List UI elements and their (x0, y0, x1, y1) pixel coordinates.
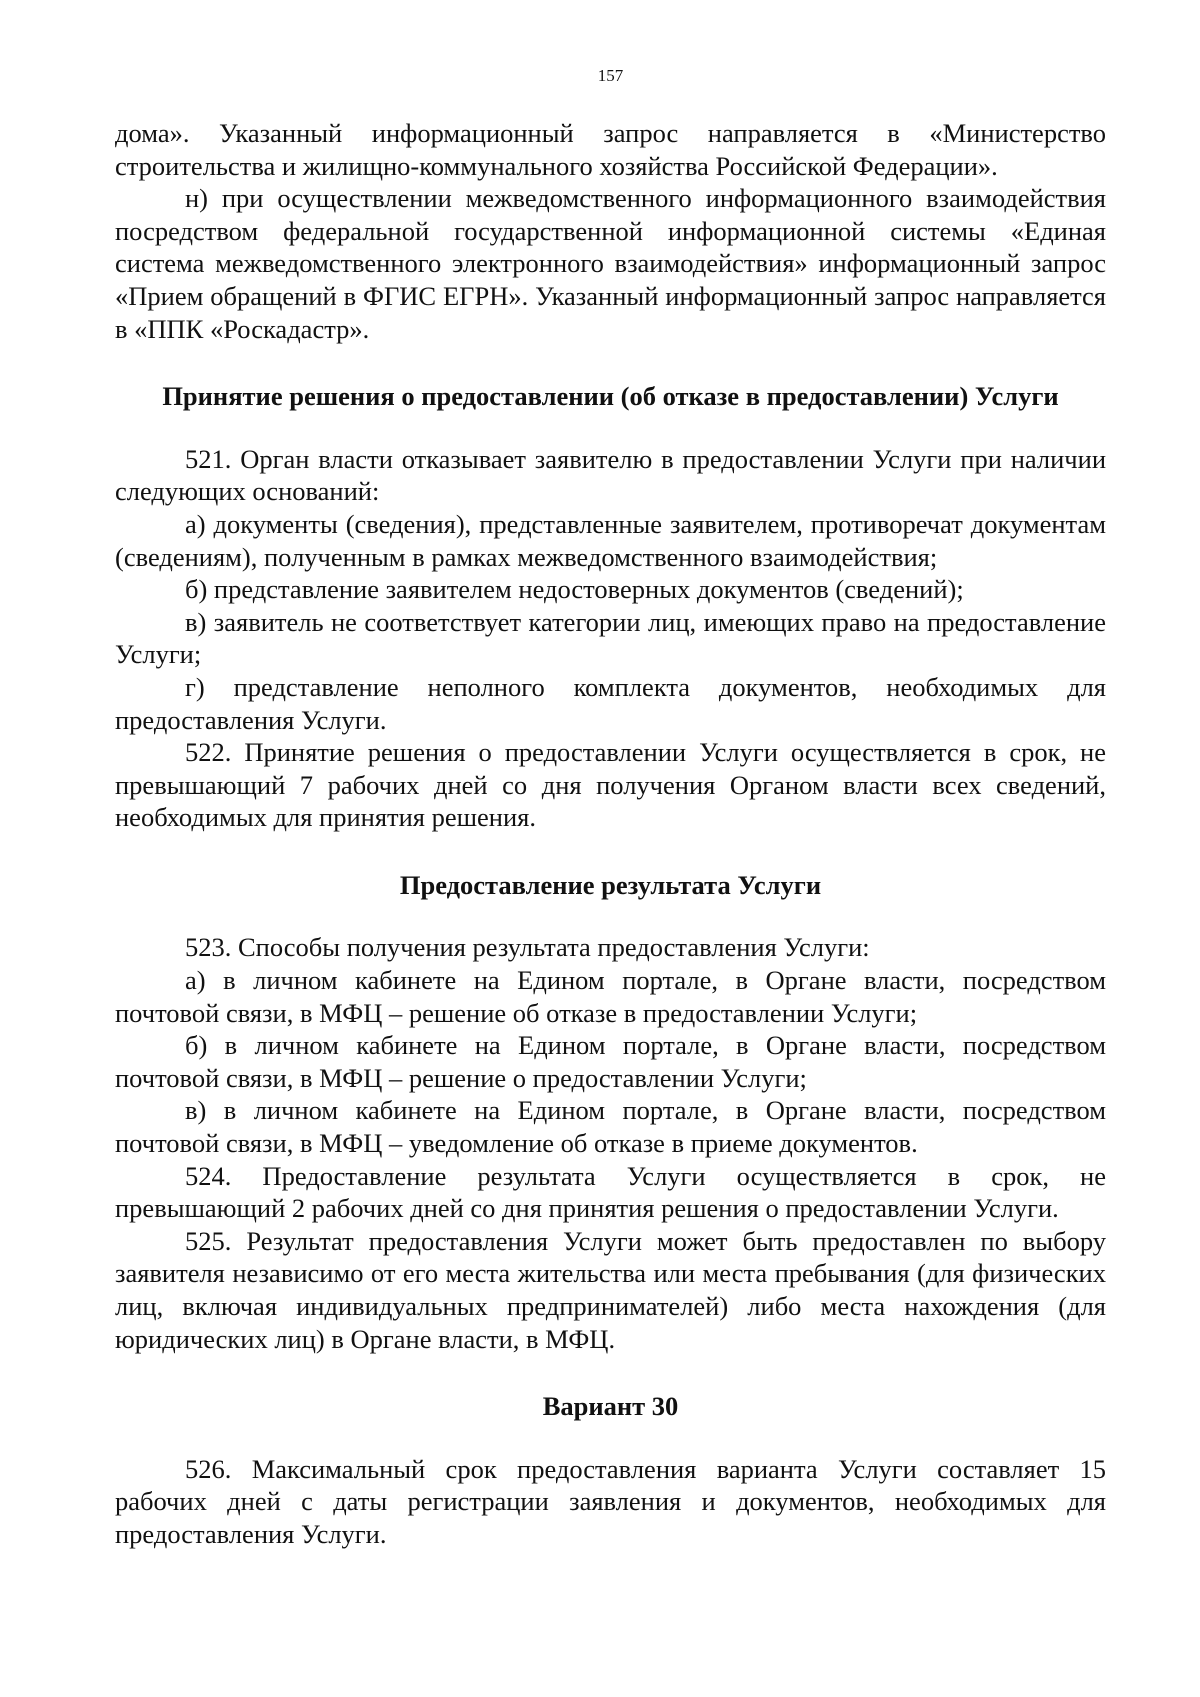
paragraph-523-a: а) в личном кабинете на Едином портале, в Органе власти, посредством почтовой связи, в МФЦ – решение об отказе в предоставлении Услуги; (115, 965, 1106, 1028)
section-heading-result: Предоставление результата Услуги (399, 869, 822, 900)
paragraph-521-g: г) представление неполного комплекта документов, необходимых для предоставления Услуги. (115, 671, 1106, 735)
paragraph-521-b: б) представление заявителем недостоверных документов (сведений); (185, 574, 964, 605)
spacer (115, 345, 1106, 380)
paragraph-item-n: н) при осуществлении межведомственного информационного взаимодействия посредством федеральной государственной информационной системы «Единая система межведомственного электронного взаимодействия» информационный запрос «Прием обращений в ФГИС ЕГРН». Указанный информационный запрос направляется в «ППК «Роскадастр». (115, 183, 1106, 344)
spacer (115, 1423, 1106, 1453)
paragraph-521-a: а) документы (сведения), представленные заявителем, противоречат документам (сведениям), полученным в рамках межведомственного взаимодействия; (115, 508, 1106, 572)
paragraph-continuation: дома». Указанный информационный запрос направляется в «Министерство строительства и жилищно-коммунального хозяйства Российской Федерации». (115, 118, 1106, 181)
spacer (115, 1355, 1106, 1390)
paragraph-524: 524. Предоставление результата Услуги осуществляется в срок, не превышающий 2 рабочих дней со дня принятия решения о предоставлении Услуги. (115, 1160, 1106, 1224)
section-heading-variant-30: Вариант 30 (542, 1391, 679, 1422)
paragraph-526: 526. Максимальный срок предоставления варианта Услуги составляет 15 рабочих дней с даты регистрации заявления и документов, необходимых для предоставления Услуги. (115, 1453, 1106, 1549)
paragraph-523: 523. Способы получения результата предоставления Услуги: (185, 932, 870, 963)
paragraph-521-v: в) заявитель не соответствует категории лиц, имеющих право на предоставление Услуги; (115, 606, 1106, 670)
section-heading-decision: Принятие решения о предоставлении (об отказе в предоставлении) Услуги (162, 381, 1059, 412)
paragraph-525: 525. Результат предоставления Услуги может быть предоставлен по выбору заявителя независимо от его места жительства или места пребывания (для физических лиц, включая индивидуальных предпринимателей) либо места нахождения (для юридических лиц) в Органе власти, в МФЦ. (115, 1225, 1106, 1354)
paragraph-523-v: в) в личном кабинете на Едином портале, в Органе власти, посредством почтовой связи, в МФЦ – уведомление об отказе в приеме документов. (115, 1095, 1106, 1159)
spacer (115, 901, 1106, 931)
paragraph-522: 522. Принятие решения о предоставлении Услуги осуществляется в срок, не превышающий 7 рабочих дней со дня получения Органом власти всех сведений, необходимых для принятия решения. (115, 737, 1106, 833)
paragraph-523-b: б) в личном кабинете на Едином портале, в Органе власти, посредством почтовой связи, в МФЦ – решение о предоставлении Услуги; (115, 1030, 1106, 1093)
paragraph-521: 521. Орган власти отказывает заявителю в предоставлении Услуги при наличии следующих оснований: (115, 443, 1106, 507)
spacer (115, 834, 1106, 869)
spacer (115, 413, 1106, 443)
page-number: 157 (597, 66, 624, 85)
